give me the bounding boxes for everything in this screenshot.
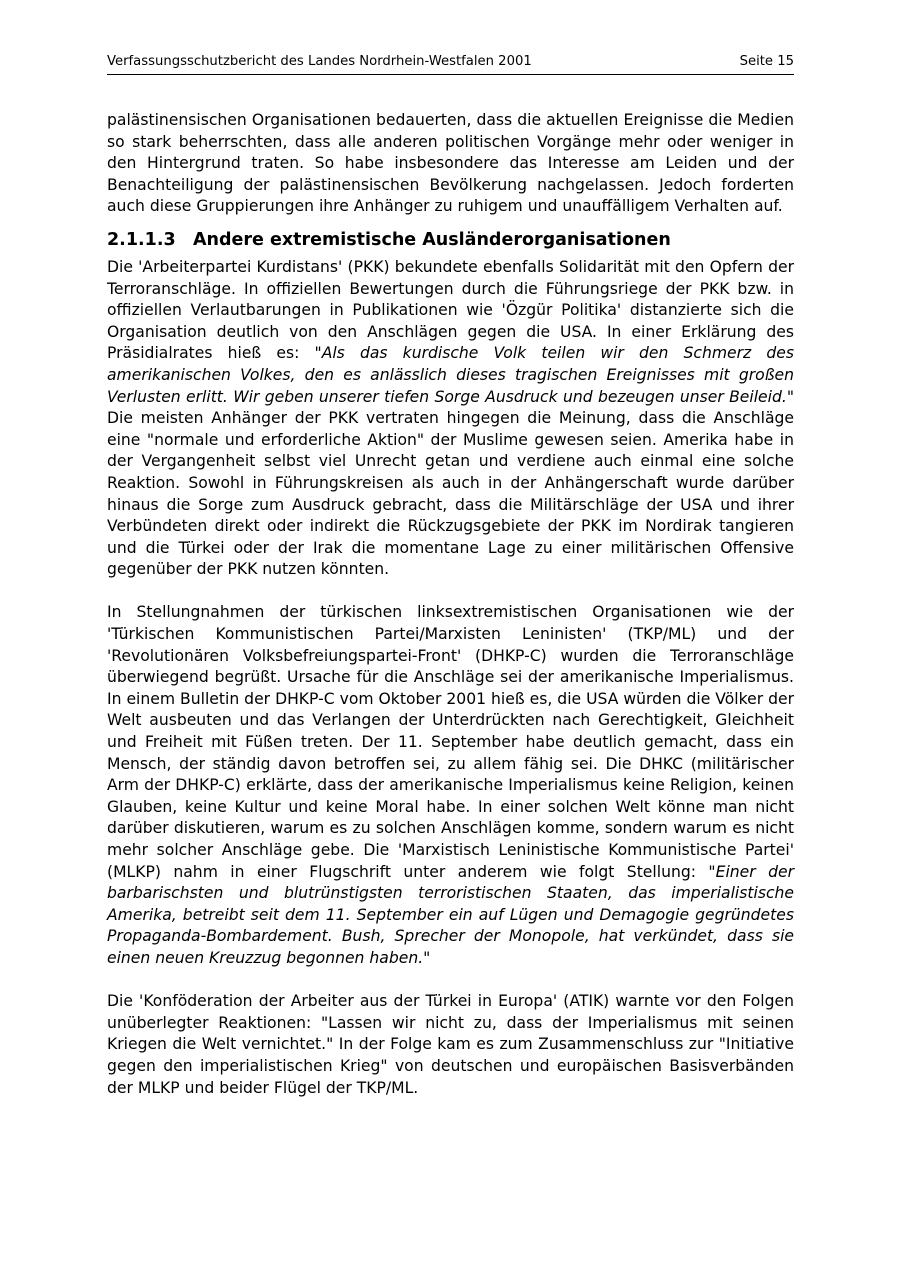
section-title: Andere extremistische Ausländerorganisationen xyxy=(193,229,671,250)
section-number: 2.1.1.3 xyxy=(107,229,176,250)
pkk-text-before: Die 'Arbeiterpartei Kurdistans' (PKK) bekundete ebenfalls Solidarität mit den Opfern der Terroranschläge. In offiziellen Bewertungen durch die Führungsriege der PKK bzw. in offiziellen Verlautbarungen in Publikationen wie 'Özgür Politika' distanzierte sich die Organisation deutlich von den Anschlägen gegen die USA. In einer Erklärung des Präsidialrates hieß es: " xyxy=(107,257,794,363)
report-title: Verfassungsschutzbericht des Landes Nordrhein-Westfalen 2001 xyxy=(107,54,532,69)
turkish-text-after: " xyxy=(423,948,431,967)
section-heading xyxy=(107,228,794,252)
paragraph-pkk xyxy=(107,257,794,581)
paragraph-turkish-organisations xyxy=(107,602,794,969)
mlkp-quote: Einer der barbarischsten und blutrünstigsten terroristischen Staaten, das imperialistische Amerika, betreibt seit dem 11. September ein auf Lügen und Demagogie gegründetes Propaganda-Bombardement. Bush, Sprecher der Monopole, hat verkündet, dass sie einen neuen Kreuzzug begonnen haben. xyxy=(107,862,794,967)
page-header xyxy=(107,54,794,75)
paragraph-intro: palästinensischen Organisationen bedauerten, dass die aktuellen Ereignisse die Medien so stark beherrschten, dass alle anderen politischen Vorgänge mehr oder weniger in den Hintergrund traten. So habe insbesondere das Interesse am Leiden und der Benachteiligung der palästinensischen Bevölkerung nachgelassen. Jedoch forderten auch diese Gruppierungen ihre Anhänger zu ruhigem und unauffälligem Verhalten auf. xyxy=(107,111,794,216)
main-content xyxy=(107,110,794,1099)
page-number: Seite 15 xyxy=(739,54,794,69)
pkk-text-after: " Die meisten Anhänger der PKK vertraten hingegen die Meinung, dass die Anschläge eine "normale und erforderliche Aktion" der Muslime gewesen seien. Amerika habe in der Vergangenheit selbst viel Unrecht getan und verdiene auch einmal eine solche Reaktion. Sowohl in Führungskreisen als auch in der Anhängerschaft wurde darüber hinaus die Sorge zum Ausdruck gebracht, dass die Militärschläge der USA und ihrer Verbündeten direkt oder indirekt die Rückzugsgebiete der PKK im Nordirak tangieren und die Türkei oder der Irak die momentane Lage zu einer militärischen Offensive gegenüber der PKK nutzen könnten. xyxy=(107,387,794,579)
paragraph-atik: Die 'Konföderation der Arbeiter aus der Türkei in Europa' (ATIK) warnte vor den Folgen unüberlegter Reaktionen: "Lassen wir nicht zu, dass der Imperialismus mit seinen Kriegen die Welt vernichtet." In der Folge kam es zum Zusammenschluss zur "Initiative gegen den imperialistischen Krieg" von deutschen und europäischen Basisverbänden der MLKP und beider Flügel der TKP/ML. xyxy=(107,992,794,1097)
pkk-quote: Als das kurdische Volk teilen wir den Schmerz des amerikanischen Volkes, den es anlässlich dieses tragischen Ereignisses mit großen Verlusten erlitt. Wir geben unserer tiefen Sorge Ausdruck und bezeugen unser Beileid. xyxy=(107,344,794,406)
turkish-text-before: In Stellungnahmen der türkischen linksextremistischen Organisationen wie der 'Türkischen Kommunistischen Partei/Marxisten Leninisten' (TKP/ML) und der 'Revolutionären Volksbefreiungspartei-Front' (DHKP-C) wurden die Terroranschläge überwiegend begrüßt. Ursache für die Anschläge sei der amerikanische Imperialismus. In einem Bulletin der DHKP-C vom Oktober 2001 hieß es, die USA würden die Völker der Welt ausbeuten und das Verlangen der Unterdrückten nach Gerechtigkeit, Gleichheit und Freiheit mit Füßen treten. Der 11. September habe deutlich gemacht, dass ein Mensch, der ständig davon betroffen sei, zu allem fähig sei. Die DHKC (militärischer Arm der DHKP-C) erklärte, dass der amerikanische Imperialismus keine Religion, keinen Glauben, keine Kultur und keine Moral habe. In einer solchen Welt könne man nicht darüber diskutieren, warum es zu solchen Anschlägen komme, sondern warum es nicht mehr solcher Anschläge gebe. Die 'Marxistisch Leninistische Kommunistische Partei' (MLKP) nahm in einer Flugschrift unter anderem wie folgt Stellung: " xyxy=(107,603,794,881)
